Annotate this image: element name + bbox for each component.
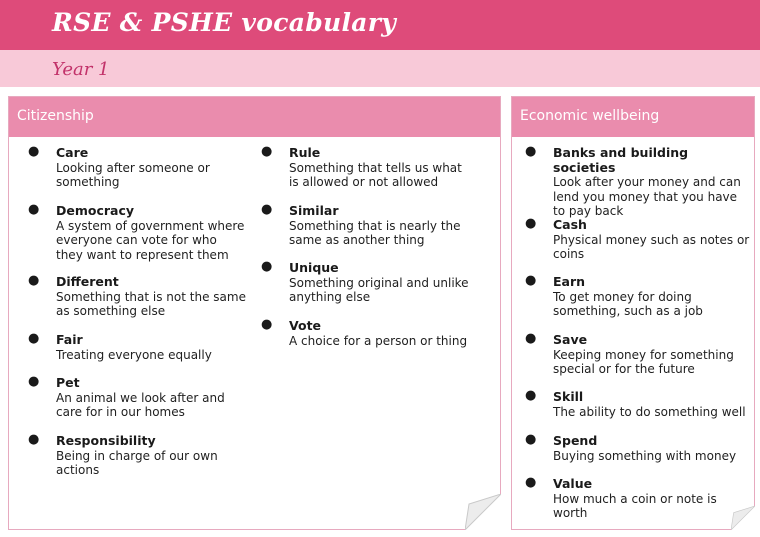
vocab-definition: Look after your money and can lend you money that you have to pay back — [553, 175, 741, 218]
bullet-icon: ● — [261, 144, 273, 159]
vocab-definition: Something original and unlike anything else — [289, 275, 469, 304]
vocab-term: Skill — [553, 389, 584, 404]
vocab-term: Vote — [289, 318, 322, 333]
vocab-entry-rule — [261, 144, 469, 190]
bullet-icon: ● — [261, 317, 273, 332]
bullet-icon: ● — [525, 432, 537, 447]
bullet-icon: ● — [261, 259, 273, 274]
vocab-term: Fair — [56, 332, 83, 347]
vocab-definition: An animal we look after and care for in our homes — [56, 390, 225, 419]
vocab-term: Different — [56, 274, 119, 289]
economic-wellbeing-header — [512, 97, 754, 137]
vocab-definition: A system of government where everyone can vote for who they want to represent them — [56, 218, 245, 262]
vocab-term: Spend — [553, 433, 598, 448]
bullet-icon: ● — [525, 273, 537, 288]
bullet-icon: ● — [28, 144, 40, 159]
vocab-entry-banks — [525, 144, 751, 219]
vocab-term: Pet — [56, 375, 80, 390]
vocab-entry-democracy — [28, 202, 246, 262]
vocab-entry-pet — [28, 374, 246, 420]
vocab-term: Cash — [553, 217, 587, 232]
vocab-entry-save — [525, 331, 751, 377]
economic-wellbeing-card — [511, 96, 755, 530]
bullet-icon: ● — [525, 475, 537, 490]
bullet-icon: ● — [525, 388, 537, 403]
vocab-entry-similar — [261, 202, 469, 248]
bullet-icon: ● — [525, 216, 537, 231]
vocab-term: Banks and building societies — [553, 145, 689, 175]
bullet-icon: ● — [28, 273, 40, 288]
vocab-entry-cash — [525, 216, 751, 262]
vocab-entry-fair — [28, 331, 246, 362]
vocab-term: Value — [553, 476, 593, 491]
bullet-icon: ● — [525, 331, 537, 346]
vocab-definition: Buying something with money — [553, 448, 737, 463]
vocab-entry-skill — [525, 388, 751, 419]
economic-wellbeing-title: Economic wellbeing — [520, 108, 660, 124]
vocab-definition: How much a coin or note is worth — [553, 491, 717, 520]
bullet-icon: ● — [28, 331, 40, 346]
vocab-term: Unique — [289, 260, 339, 275]
vocab-definition: The ability to do something well — [553, 404, 746, 419]
vocab-term: Responsibility — [56, 433, 156, 448]
vocab-entry-unique — [261, 259, 469, 305]
vocab-definition: To get money for doing something, such as a job — [553, 289, 703, 318]
vocab-definition: Looking after someone or something — [56, 160, 210, 189]
vocab-entry-value — [525, 475, 751, 521]
vocab-definition: Treating everyone equally — [56, 347, 212, 362]
subtitle-bar — [0, 50, 760, 87]
bullet-icon: ● — [28, 432, 40, 447]
vocab-definition: Physical money such as notes or coins — [553, 232, 750, 261]
vocab-term: Rule — [289, 145, 321, 160]
vocab-entry-responsibility — [28, 432, 246, 478]
bullet-icon: ● — [261, 202, 273, 217]
vocab-term: Similar — [289, 203, 339, 218]
vocab-term: Earn — [553, 274, 586, 289]
vocab-definition: Something that is nearly the same as another thing — [289, 218, 461, 247]
bullet-icon: ● — [28, 374, 40, 389]
vocab-entry-vote — [261, 317, 469, 348]
citizenship-card — [8, 96, 501, 530]
page-curl-icon — [465, 494, 501, 530]
vocab-definition: Something that tells us what is allowed or not allowed — [289, 160, 462, 189]
vocab-term: Democracy — [56, 203, 135, 218]
citizenship-header — [9, 97, 500, 137]
vocab-entry-different — [28, 273, 246, 319]
bullet-icon: ● — [28, 202, 40, 217]
vocab-definition: Being in charge of our own actions — [56, 448, 218, 477]
citizenship-title: Citizenship — [17, 108, 94, 124]
page-title: RSE & PSHE vocabulary — [52, 8, 397, 37]
vocab-term: Save — [553, 332, 588, 347]
vocab-definition: Keeping money for something special or for the future — [553, 347, 734, 376]
vocab-entry-spend — [525, 432, 751, 463]
vocab-definition: A choice for a person or thing — [289, 333, 468, 348]
bullet-icon: ● — [525, 144, 537, 159]
vocab-term: Care — [56, 145, 89, 160]
page-curl-icon — [731, 506, 755, 530]
vocab-definition: Something that is not the same as something else — [56, 289, 246, 318]
vocab-entry-care — [28, 144, 246, 190]
vocab-entry-earn — [525, 273, 751, 319]
page-subtitle: Year 1 — [52, 59, 110, 80]
